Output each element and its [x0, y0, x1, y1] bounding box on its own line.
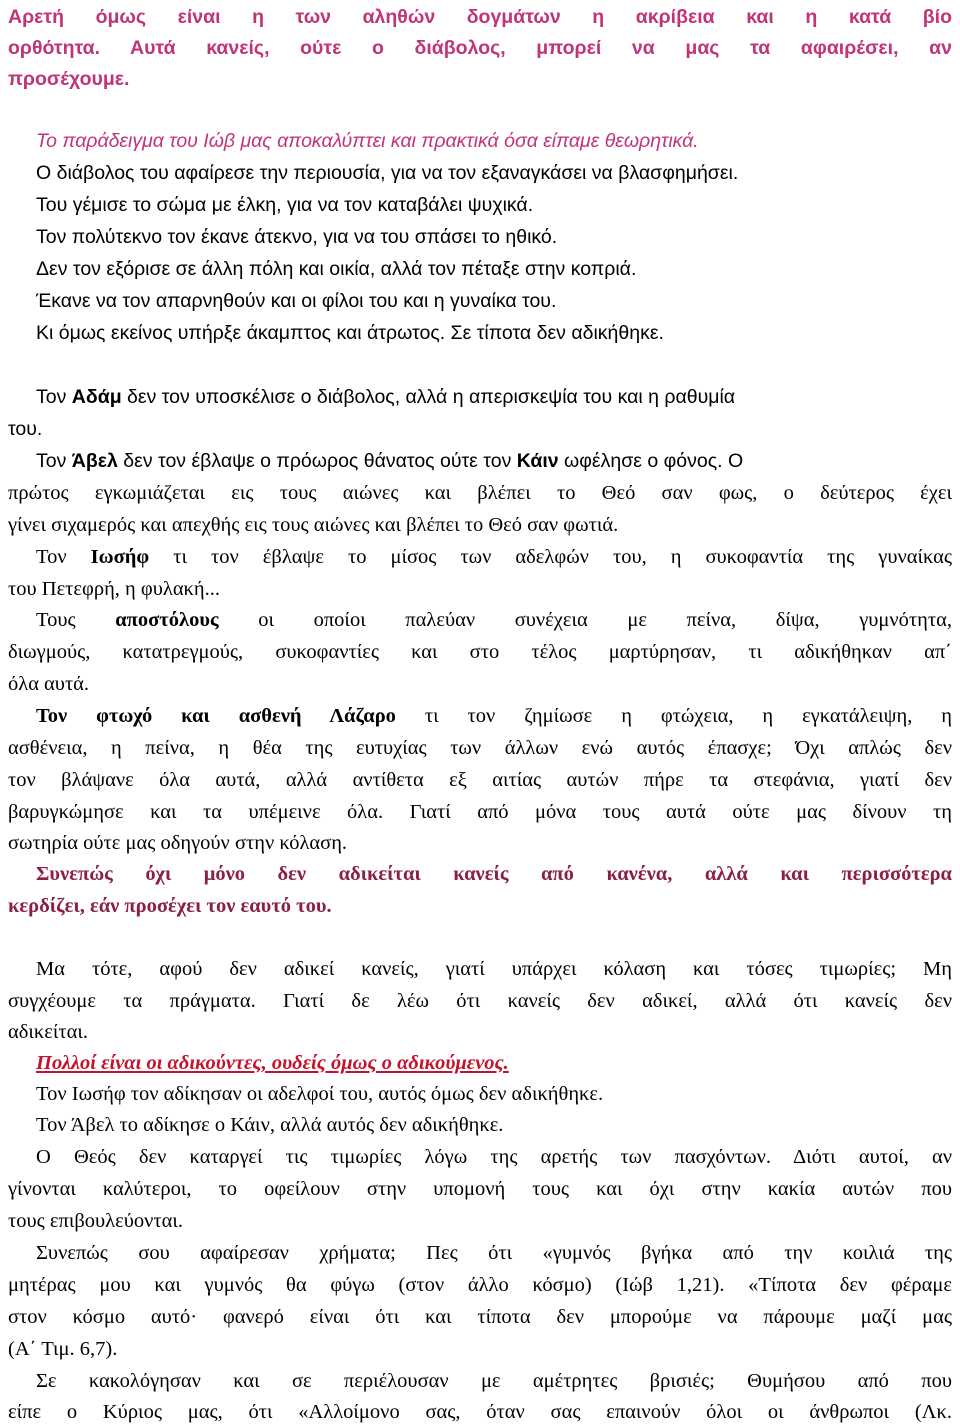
- lazarus-line-5: σωτηρία ούτε μας οδηγούν στην κόλαση.: [8, 832, 348, 854]
- job-heading-line: Το παράδειγμα του Ιώβ μας αποκαλύπτει και πρακτικά όσα είπαμε θεωρητικά.: [36, 130, 699, 152]
- abel-line-1: Τον Άβελ δεν τον έβλαψε ο πρόωρος θάνατος ούτε τον Κάιν ωφέλησε ο φόνος. Ο: [36, 450, 744, 472]
- joseph-line-2: του Πετεφρή, η φυλακή...: [8, 578, 220, 600]
- intro-line-1: Αρετή όμως είναι η των αληθών δογμάτων η ακρίβεια και η κατά βίο: [8, 6, 952, 28]
- lazarus-line-1: Τον φτωχό και ασθενή Λάζαρο τι τον ζημίωσε η φτώχεια, η εγκατάλειψη, η: [36, 705, 952, 727]
- question-line-5: Τον Άβελ το αδίκησε ο Κάιν, αλλά αυτός δεν αδικήθηκε.: [36, 1114, 504, 1136]
- lazarus-line-2: ασθένεια, η πείνα, η θέα της ευτυχίας των άλλων ενώ αυτός έπασχε; Όχι απλώς δεν: [8, 737, 952, 759]
- adam-line-1: Τον Αδάμ δεν τον υποσκέλισε ο διάβολος, αλλά η απερισκεψία του και η ραθυμία: [36, 386, 736, 408]
- abel-line-2: πρώτος εγκωμιάζεται εις τους αιώνες και βλέπει το Θεό σαν φως, ο δεύτερος έχει: [8, 482, 952, 504]
- question-line-1: Μα τότε, αφού δεν αδικεί κανείς, γιατί υπάρχει κόλαση και τόσες τιμωρίες; Μη: [36, 958, 952, 980]
- question-line-4: Τον Ιωσήφ τον αδίκησαν οι αδελφοί του, αυτός όμως δεν αδικήθηκε.: [36, 1083, 604, 1105]
- joseph-line-1: Τον Ιωσήφ τι τον έβλαψε το μίσος των αδελφών του, η συκοφαντία της γυναίκας: [36, 546, 952, 568]
- adam-line-2: του.: [8, 418, 43, 440]
- question-line-6: Ο Θεός δεν καταργεί τις τιμωρίες λόγω της αρετής των πασχόντων. Διότι αυτοί, αν: [36, 1146, 952, 1168]
- question-line-7: γίνονται καλύτεροι, το οφείλουν στην υπομονή τους και όχι στην κακία αυτών που: [8, 1178, 952, 1200]
- apostles-name: αποστόλους: [115, 609, 219, 631]
- conclusion-line-2: κερδίζει, εάν προσέχει τον εαυτό του.: [8, 895, 332, 917]
- conclusion-line-1: Συνεπώς όχι μόνο δεν αδικείται κανείς από κανένα, αλλά και περισσότερα: [36, 863, 952, 885]
- cain-name: Κάιν: [516, 450, 559, 472]
- job-line-6: Έκανε να τον απαρνηθούν και οι φίλοι του και η γυναίκα του.: [36, 290, 557, 312]
- apostles-line-2: διωγμούς, κατατρεγμούς, συκοφαντίες και στο τέλος μαρτύρησαν, τι αδικήθηκαν απ΄: [8, 641, 952, 663]
- intro-line-2: ορθότητα. Αυτά κανείς, ούτε ο διάβολος, μπορεί να μας τα αφαιρέσει, αν: [8, 37, 952, 59]
- question-line-8: τους επιβουλεύονται.: [8, 1210, 184, 1232]
- abel-line-3: γίνει σιχαμερός και απεχθής εις τους αιώνες και βλέπει το Θεό σαν φωτιά.: [8, 514, 619, 536]
- question-line-12: (Α΄ Τιμ. 6,7).: [8, 1338, 118, 1360]
- question-line-3: αδικείται.: [8, 1021, 88, 1043]
- question-line-2: συγχέουμε τα πράγματα. Γιατί δε λέω ότι κανείς δεν αδικεί, αλλά ότι κανείς δεν: [8, 990, 952, 1012]
- adam-name: Αδάμ: [71, 386, 122, 408]
- question-line-14: είπε ο Κύριος μας, ότι «Αλλοίμονο σας, όταν σας επαινούν όλοι οι άνθρωποι (Λκ.: [8, 1401, 952, 1423]
- question-line-13: Σε κακολόγησαν και σε περιέλουσαν με αμέτρητες βρισιές; Θυμήσου από που: [36, 1370, 952, 1392]
- job-line-3: Του γέμισε το σώμα με έλκη, για να τον καταβάλει ψυχικά.: [36, 194, 534, 216]
- job-line-7: Κι όμως εκείνος υπήρξε άκαμπτος και άτρωτος. Σε τίποτα δεν αδικήθηκε.: [36, 322, 664, 344]
- lazarus-line-3: τον βλάψανε όλα αυτά, αλλά αντίθετα εξ αιτίας αυτών πήρε τα στεφάνια, γιατί δεν: [8, 769, 952, 791]
- maxim: Πολλοί είναι οι αδικούντες, ουδείς όμως ο αδικούμενος.: [36, 1052, 509, 1074]
- joseph-name: Ιωσήφ: [90, 546, 150, 568]
- lazarus-name: Λάζαρο: [329, 705, 396, 727]
- lazarus-line-4: βαρυγκώμησε και τα υπέμεινε όλα. Γιατί από μόνα τους αυτά ούτε μας δίνουν τη: [8, 801, 952, 823]
- question-line-10: μητέρας μου και γυμνός θα φύγω (στον άλλο κόσμο) (Ιώβ 1,21). «Τίποτα δεν φέραμε: [8, 1274, 952, 1296]
- apostles-line-3: όλα αυτά.: [8, 673, 90, 695]
- job-line-2: Ο διάβολος του αφαίρεσε την περιουσία, για να τον εξαναγκάσει να βλασφημήσει.: [36, 162, 739, 184]
- job-line-4: Τον πολύτεκνο τον έκανε άτεκνο, για να του σπάσει το ηθικό.: [36, 226, 558, 248]
- apostles-line-1: Τους αποστόλους οι οποίοι παλεύαν συνέχεια με πείνα, δίψα, γυμνότητα,: [36, 609, 952, 631]
- question-line-9: Συνεπώς σου αφαίρεσαν χρήματα; Πες ότι «γυμνός βγήκα από την κοιλιά της: [36, 1242, 952, 1264]
- abel-name: Άβελ: [71, 450, 118, 472]
- job-line-5: Δεν τον εξόρισε σε άλλη πόλη και οικία, αλλά τον πέταξε στην κοπριά.: [36, 258, 637, 280]
- question-line-11: στον κόσμο αυτό· φανερό είναι ότι και τίποτα δεν μπορούμε να πάρουμε μαζί μας: [8, 1306, 952, 1328]
- intro-line-3: προσέχουμε.: [8, 68, 130, 90]
